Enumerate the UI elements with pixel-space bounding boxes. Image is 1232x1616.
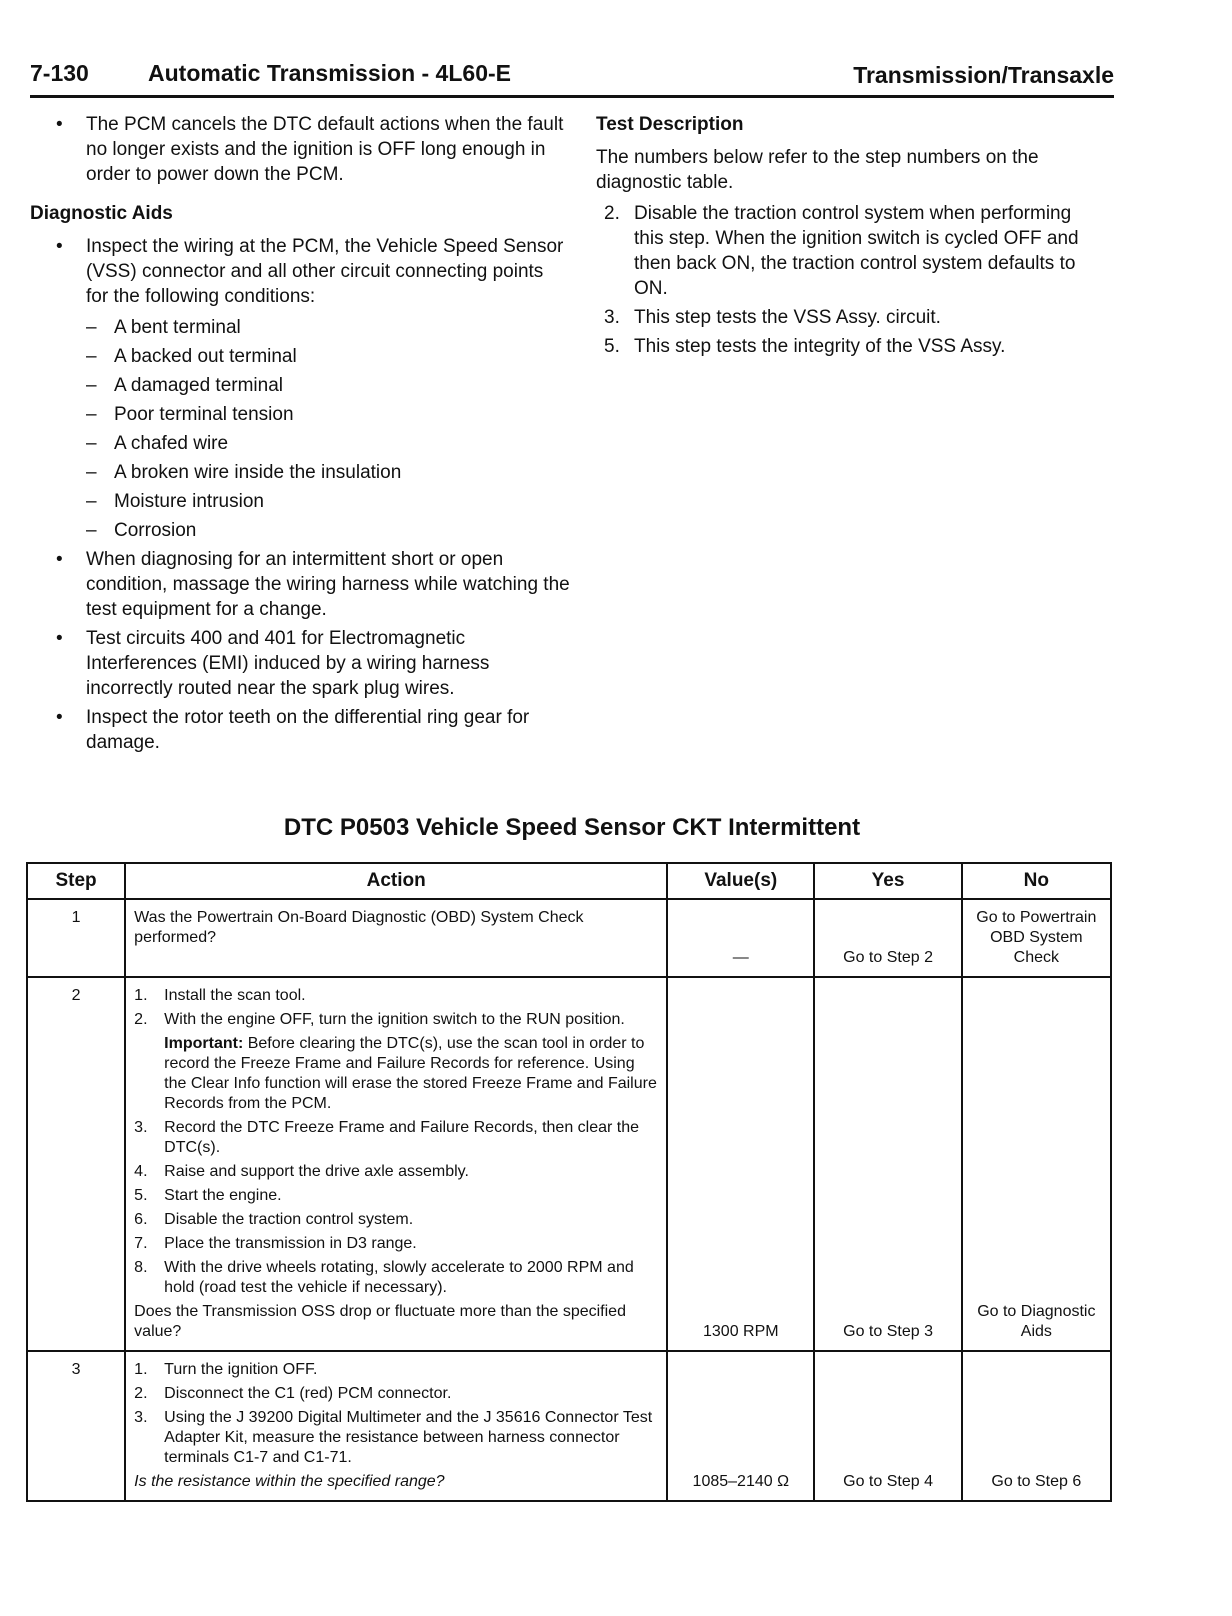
page-header <box>30 58 1114 94</box>
action-cell <box>125 1351 667 1501</box>
important-note <box>164 1034 658 1114</box>
important-text: Before clearing the DTC(s), use the scan tool in order to record the Freeze Frame and Failure Records for reference. Using the Clear Info function will erase the stored Freeze Frame and Failure Records from the PCM. <box>164 1035 657 1112</box>
value-cell: 1300 RPM <box>667 977 814 1351</box>
diagnostic-aids-heading: Diagnostic Aids <box>30 203 173 224</box>
condition-text: Poor terminal tension <box>114 404 294 425</box>
action-line <box>134 1162 658 1182</box>
condition-item <box>30 489 570 514</box>
page-number: 7-130 <box>30 60 89 86</box>
action-number: 3. <box>134 1409 148 1426</box>
aid-text: When diagnosing for an intermittent short or open condition, massage the wiring harness while watching the test equipment for a change. <box>86 549 570 620</box>
intro-bullet <box>30 112 570 187</box>
test-description-item <box>596 334 1096 359</box>
dash-icon: – <box>86 375 97 396</box>
action-line <box>134 1360 658 1380</box>
test-description-intro: The numbers below refer to the step numbers on the diagnostic table. <box>596 147 1039 193</box>
test-description-item <box>596 305 1096 330</box>
yes-cell: Go to Step 3 <box>814 977 961 1351</box>
dash-icon: – <box>86 520 97 541</box>
action-number: 2. <box>134 1011 148 1028</box>
action-text: Raise and support the drive axle assembly. <box>164 1163 469 1180</box>
value-cell: 1085–2140 Ω <box>667 1351 814 1501</box>
action-line <box>134 1010 658 1030</box>
action-question: Is the resistance within the specified range? <box>134 1473 445 1490</box>
aid-text: Inspect the wiring at the PCM, the Vehicle Speed Sensor (VSS) connector and all other circuit connecting points for the following conditions: <box>86 236 564 307</box>
item-number: 5. <box>604 336 620 357</box>
dash-icon: – <box>86 346 97 367</box>
condition-item <box>30 518 570 543</box>
dash-icon: – <box>86 317 97 338</box>
col-header-no: No <box>962 863 1111 899</box>
col-header-values: Value(s) <box>667 863 814 899</box>
item-number: 3. <box>604 307 620 328</box>
action-number: 8. <box>134 1259 148 1276</box>
action-text: Disconnect the C1 (red) PCM connector. <box>164 1385 452 1402</box>
action-text: With the drive wheels rotating, slowly accelerate to 2000 RPM and hold (road test the vehicle if necessary). <box>164 1259 634 1296</box>
action-text: Record the DTC Freeze Frame and Failure Records, then clear the DTC(s). <box>164 1119 640 1156</box>
condition-text: A chafed wire <box>114 433 229 454</box>
action-line <box>134 1258 658 1298</box>
dash-icon: – <box>86 491 97 512</box>
action-number: 2. <box>134 1385 148 1402</box>
bullet-icon: • <box>56 114 63 135</box>
col-header-action: Action <box>125 863 667 899</box>
aid-item <box>30 705 570 755</box>
no-cell: Go to Powertrain OBD System Check <box>962 899 1111 977</box>
action-text: Using the J 39200 Digital Multimeter and the J 35616 Connector Test Adapter Kit, measure the resistance between harness connector terminals C1-7 and C1-71. <box>164 1409 653 1466</box>
action-line <box>134 1384 658 1404</box>
action-cell <box>125 977 667 1351</box>
aid-item <box>30 547 570 622</box>
aid-text: Test circuits 400 and 401 for Electromagnetic Interferences (EMI) induced by a wiring harness incorrectly routed near the spark plug wires. <box>86 628 490 699</box>
condition-text: A damaged terminal <box>114 375 283 396</box>
header-rule <box>30 95 1114 98</box>
dash-icon: – <box>86 462 97 483</box>
action-text: Turn the ignition OFF. <box>164 1361 318 1378</box>
action-text: Start the engine. <box>164 1187 282 1204</box>
action-number: 1. <box>134 1361 148 1378</box>
aid-item <box>30 234 570 309</box>
condition-text: A broken wire inside the insulation <box>114 462 402 483</box>
action-text: With the engine OFF, turn the ignition switch to the RUN position. <box>164 1011 625 1028</box>
action-line <box>134 1234 658 1254</box>
action-line <box>134 1408 658 1468</box>
action-number: 5. <box>134 1187 148 1204</box>
value-cell: — <box>667 899 814 977</box>
table-row <box>27 899 1111 977</box>
col-header-step: Step <box>27 863 125 899</box>
action-number: 1. <box>134 987 148 1004</box>
action-line <box>134 1186 658 1206</box>
item-text: Disable the traction control system when performing this step. When the ignition switch is cycled OFF and then back ON, the traction control system defaults to ON. <box>634 203 1079 299</box>
action-line <box>134 986 658 1006</box>
condition-item <box>30 315 570 340</box>
table-row <box>27 1351 1111 1501</box>
col-header-yes: Yes <box>814 863 961 899</box>
diagnostic-table <box>26 862 1112 1502</box>
dash-icon: – <box>86 433 97 454</box>
action-line <box>134 1210 658 1230</box>
action-text: Disable the traction control system. <box>164 1211 414 1228</box>
step-cell: 2 <box>27 977 125 1351</box>
bullet-icon: • <box>56 707 63 728</box>
action-number: 6. <box>134 1211 148 1228</box>
action-number: 4. <box>134 1163 148 1180</box>
bullet-icon: • <box>56 236 63 257</box>
table-row <box>27 977 1111 1351</box>
conditions-list <box>30 315 570 543</box>
chapter-title: Automatic Transmission - 4L60-E <box>148 60 511 86</box>
action-question: Does the Transmission OSS drop or fluctuate more than the specified value? <box>134 1303 626 1340</box>
condition-item <box>30 402 570 427</box>
action-number: 3. <box>134 1119 148 1136</box>
condition-text: Corrosion <box>114 520 197 541</box>
left-column <box>30 112 570 759</box>
condition-item <box>30 373 570 398</box>
test-description-item <box>596 201 1096 301</box>
condition-text: A backed out terminal <box>114 346 297 367</box>
step-cell: 3 <box>27 1351 125 1501</box>
aid-item <box>30 626 570 701</box>
condition-item <box>30 431 570 456</box>
action-text: Install the scan tool. <box>164 987 306 1004</box>
item-number: 2. <box>604 203 620 224</box>
yes-cell: Go to Step 4 <box>814 1351 961 1501</box>
bullet-icon: • <box>56 549 63 570</box>
item-text: This step tests the integrity of the VSS Assy. <box>634 336 1006 357</box>
no-cell: Go to Diagnostic Aids <box>962 977 1111 1351</box>
important-label: Important: <box>164 1035 244 1052</box>
condition-item <box>30 344 570 369</box>
condition-item <box>30 460 570 485</box>
action-line <box>134 1118 658 1158</box>
yes-cell: Go to Step 2 <box>814 899 961 977</box>
item-text: This step tests the VSS Assy. circuit. <box>634 307 941 328</box>
right-column <box>596 112 1096 363</box>
action-number: 7. <box>134 1235 148 1252</box>
aid-text: Inspect the rotor teeth on the differential ring gear for damage. <box>86 707 530 753</box>
table-header-row <box>27 863 1111 899</box>
dash-icon: – <box>86 404 97 425</box>
section-title: Transmission/Transaxle <box>853 62 1114 88</box>
condition-text: Moisture intrusion <box>114 491 264 512</box>
action-text: Place the transmission in D3 range. <box>164 1235 417 1252</box>
step-cell: 1 <box>27 899 125 977</box>
table-title: DTC P0503 Vehicle Speed Sensor CKT Intermittent <box>283 814 861 841</box>
intro-bullet-text: The PCM cancels the DTC default actions when the fault no longer exists and the ignition is OFF long enough in order to power down the PCM. <box>86 114 564 185</box>
test-description-heading: Test Description <box>596 114 744 135</box>
bullet-icon: • <box>56 628 63 649</box>
condition-text: A bent terminal <box>114 317 241 338</box>
action-cell: Was the Powertrain On-Board Diagnostic (OBD) System Check performed? <box>125 899 667 977</box>
no-cell: Go to Step 6 <box>962 1351 1111 1501</box>
